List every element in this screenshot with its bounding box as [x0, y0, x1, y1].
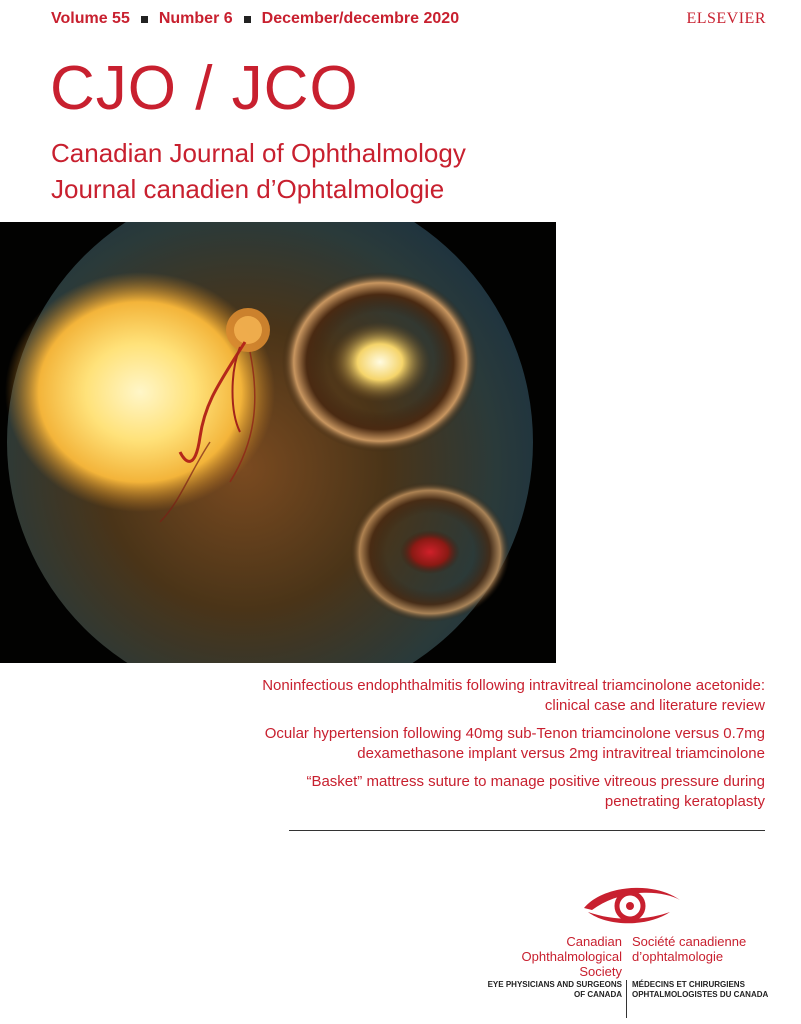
number-label: Number 6: [158, 10, 233, 27]
date-label: December/decembre 2020: [261, 10, 460, 27]
eye-icon: [582, 882, 682, 930]
society-logo-block: [487, 880, 780, 1020]
divider-line: [289, 830, 765, 831]
featured-articles: [245, 676, 765, 820]
article-title: “Basket” mattress suture to manage positive vitreous pressure during penetrating keratoplasty: [306, 773, 765, 810]
volume-label: Volume 55: [51, 10, 130, 27]
society-subtitle-fr: MÉDECINS ET CHIRURGIENS OPHTALMOLOGISTES DU CANADA: [632, 980, 769, 999]
separator-square: [244, 16, 251, 23]
society-name-en: Canadian Ophthalmological Society: [521, 934, 622, 979]
journal-title-fr: Journal canadien d’Ophtalmologie: [51, 174, 445, 204]
fundus-photo: [0, 222, 556, 663]
issue-line: [51, 10, 459, 28]
society-divider: [626, 980, 627, 1018]
cover-fundus-image: [0, 222, 556, 663]
journal-acronym: CJO / JCO: [50, 54, 359, 123]
article-title: Noninfectious endophthalmitis following intravitreal triamcinolone acetonide: clinical case and literature review: [262, 677, 765, 714]
separator-square: [141, 16, 148, 23]
journal-title-en: Canadian Journal of Ophthalmology: [51, 138, 466, 168]
society-name-fr: Société canadienne d’ophtalmologie: [632, 934, 747, 964]
publisher-logo: ELSEVIER: [686, 10, 766, 27]
article-title: Ocular hypertension following 40mg sub-Tenon triamcinolone versus 0.7mg dexamethasone implant versus 2mg intravitreal triamcinolone: [264, 725, 765, 762]
society-subtitle-en: EYE PHYSICIANS AND SURGEONS OF CANADA: [487, 980, 622, 999]
